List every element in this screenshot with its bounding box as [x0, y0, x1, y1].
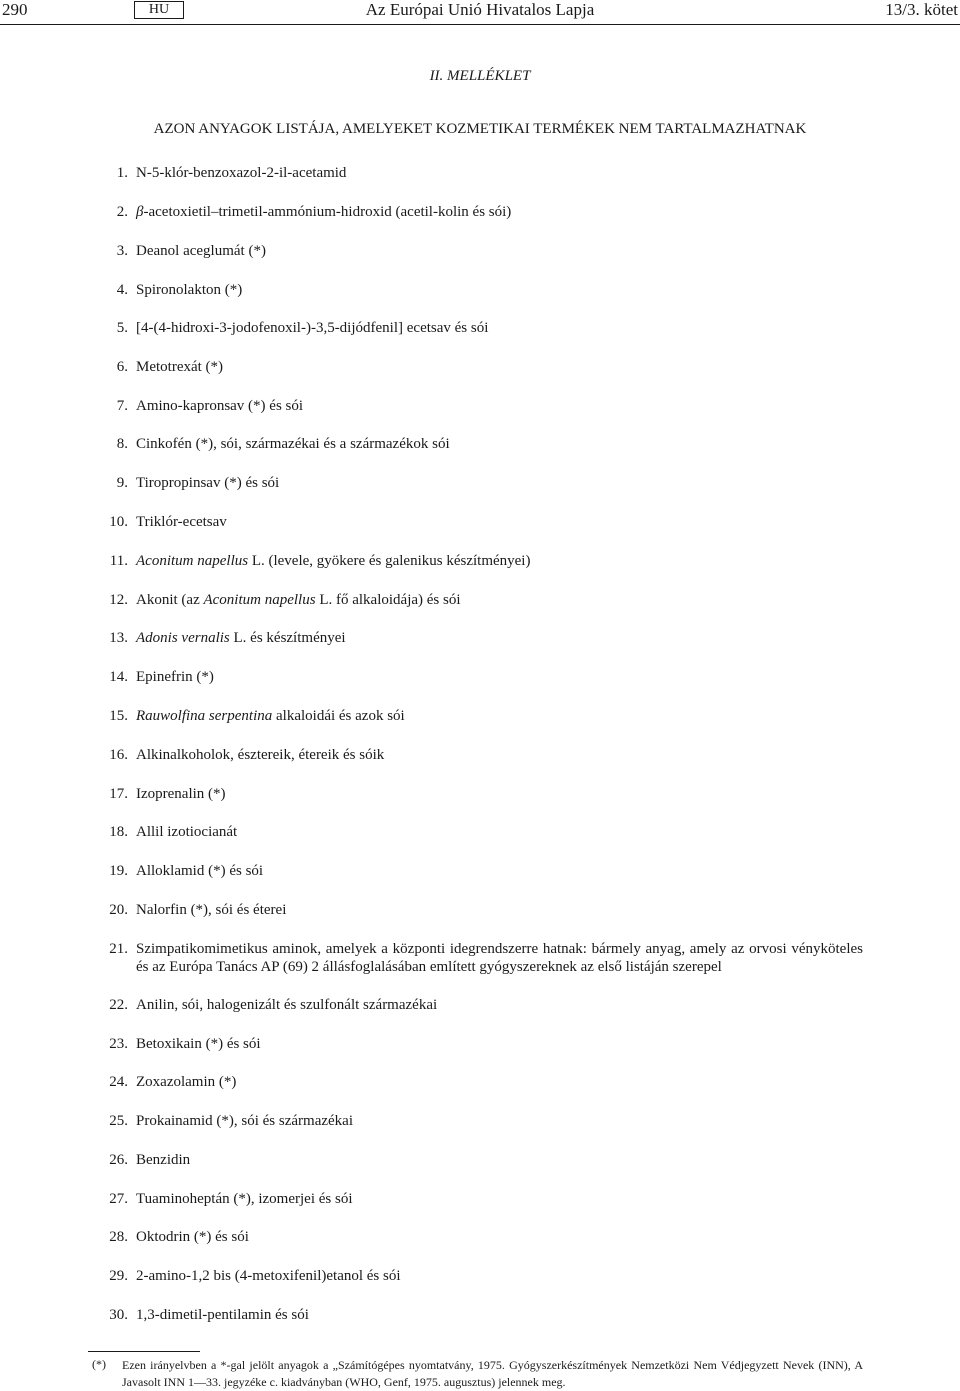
item-text: Allil izotiocianát [136, 824, 238, 840]
item-text: Anilin, sói, halogenizált és szulfonált származékai [136, 997, 438, 1013]
item-text: Nalorfin (*), sói és éterei [136, 902, 287, 918]
item-number: 2. [116, 204, 128, 220]
item-text: 1,3-dimetil-pentilamin és sói [136, 1307, 309, 1323]
annex-label: II. MELLÉKLET [429, 68, 531, 84]
item-number: 11. [109, 553, 128, 569]
footnote-text: Ezen irányelvben a *-gal jelölt anyagok a „Számítógépes nyomtatvány, 1975. Gyógyszerkészítmények Nemzetközi Nem Védjegyzett Nevek (INN), A Javasolt INN 1—33. jegyzéke c. kiadványban (WHO, Genf, 1975. augusztus) jelennek meg. [122, 1358, 863, 1389]
item-number: 3. [116, 243, 128, 259]
item-number: 22. [109, 997, 128, 1013]
item-text: Rauwolfina serpentina alkaloidái és azok sói [136, 708, 405, 724]
item-number: 10. [109, 514, 128, 530]
item-number: 12. [109, 592, 128, 608]
item-text: Cinkofén (*), sói, származékai és a származékok sói [136, 436, 450, 452]
item-text: Tiropropinsav (*) és sói [136, 475, 280, 491]
item-text: Oktodrin (*) és sói [136, 1229, 249, 1245]
item-text: Benzidin [136, 1152, 191, 1168]
item-text: Triklór-ecetsav [136, 514, 227, 530]
item-text: Alkinalkoholok, észtereik, étereik és sóik [136, 747, 385, 763]
item-number: 30. [109, 1307, 128, 1323]
item-text: N-5-klór-benzoxazol-2-il-acetamid [136, 165, 347, 181]
item-text: Akonit (az Aconitum napellus L. fő alkaloidája) és sói [136, 592, 461, 608]
item-number: 25. [109, 1113, 128, 1129]
page-number: 290 [2, 0, 28, 19]
footnote-divider [88, 1351, 200, 1352]
item-text: Epinefrin (*) [136, 669, 214, 685]
volume-label: 13/3. kötet [885, 0, 958, 19]
item-number: 9. [116, 475, 128, 491]
language-code-box: HU [134, 1, 184, 19]
item-number: 14. [109, 669, 128, 685]
item-number: 19. [109, 863, 128, 879]
item-text: Amino-kapronsav (*) és sói [136, 398, 304, 414]
item-text: Tuaminoheptán (*), izomerjei és sói [136, 1191, 353, 1207]
item-number: 15. [109, 708, 128, 724]
journal-title: Az Európai Unió Hivatalos Lapja [365, 0, 595, 19]
item-number: 8. [116, 436, 128, 452]
item-number: 7. [116, 398, 128, 414]
item-number: 27. [109, 1191, 128, 1207]
item-text: Prokainamid (*), sói és származékai [136, 1113, 354, 1129]
item-number: 4. [116, 282, 128, 298]
item-number: 26. [109, 1152, 128, 1168]
item-text: Szimpatikomimetikus aminok, amelyek a központi idegrendszerre hatnak: bármely anyag, amely az orvosi vényköteles és az Európa Tanács AP (69) 2 állásfoglalásában említett gyógyszereknek az első listáján szerepel [136, 941, 863, 975]
item-number: 24. [109, 1074, 128, 1090]
item-number: 21. [109, 941, 128, 957]
page-header [0, 0, 960, 25]
item-number: 28. [109, 1229, 128, 1245]
item-text: Betoxikain (*) és sói [136, 1036, 261, 1052]
item-text: Deanol aceglumát (*) [136, 243, 266, 259]
item-text: Spironolakton (*) [136, 282, 243, 298]
footnote-mark: (*) [92, 1357, 106, 1371]
item-number: 5. [116, 320, 128, 336]
item-text: Alloklamid (*) és sói [136, 863, 264, 879]
document-title: AZON ANYAGOK LISTÁJA, AMELYEKET KOZMETIKAI TERMÉKEK NEM TARTALMAZHATNAK [153, 121, 807, 137]
item-number: 13. [109, 630, 128, 646]
item-text: Izoprenalin (*) [136, 786, 226, 802]
item-text: Aconitum napellus L. (levele, gyökere és galenikus készítményei) [136, 553, 531, 569]
item-text: Metotrexát (*) [136, 359, 224, 375]
item-number: 6. [116, 359, 128, 375]
item-number: 23. [109, 1036, 128, 1052]
item-text: β-acetoxietil–trimetil-ammónium-hidroxid (acetil-kolin és sói) [136, 204, 512, 220]
item-number: 16. [109, 747, 128, 763]
item-number: 20. [109, 902, 128, 918]
item-text: Adonis vernalis L. és készítményei [136, 630, 346, 646]
item-text: [4-(4-hidroxi-3-jodofenoxil-)-3,5-dijódfenil] ecetsav és sói [136, 320, 489, 336]
item-text: Zoxazolamin (*) [136, 1074, 237, 1090]
item-number: 1. [116, 165, 128, 181]
item-text: 2-amino-1,2 bis (4-metoxifenil)etanol és sói [136, 1268, 401, 1284]
item-number: 18. [109, 824, 128, 840]
item-number: 29. [109, 1268, 128, 1284]
item-number: 17. [109, 786, 128, 802]
